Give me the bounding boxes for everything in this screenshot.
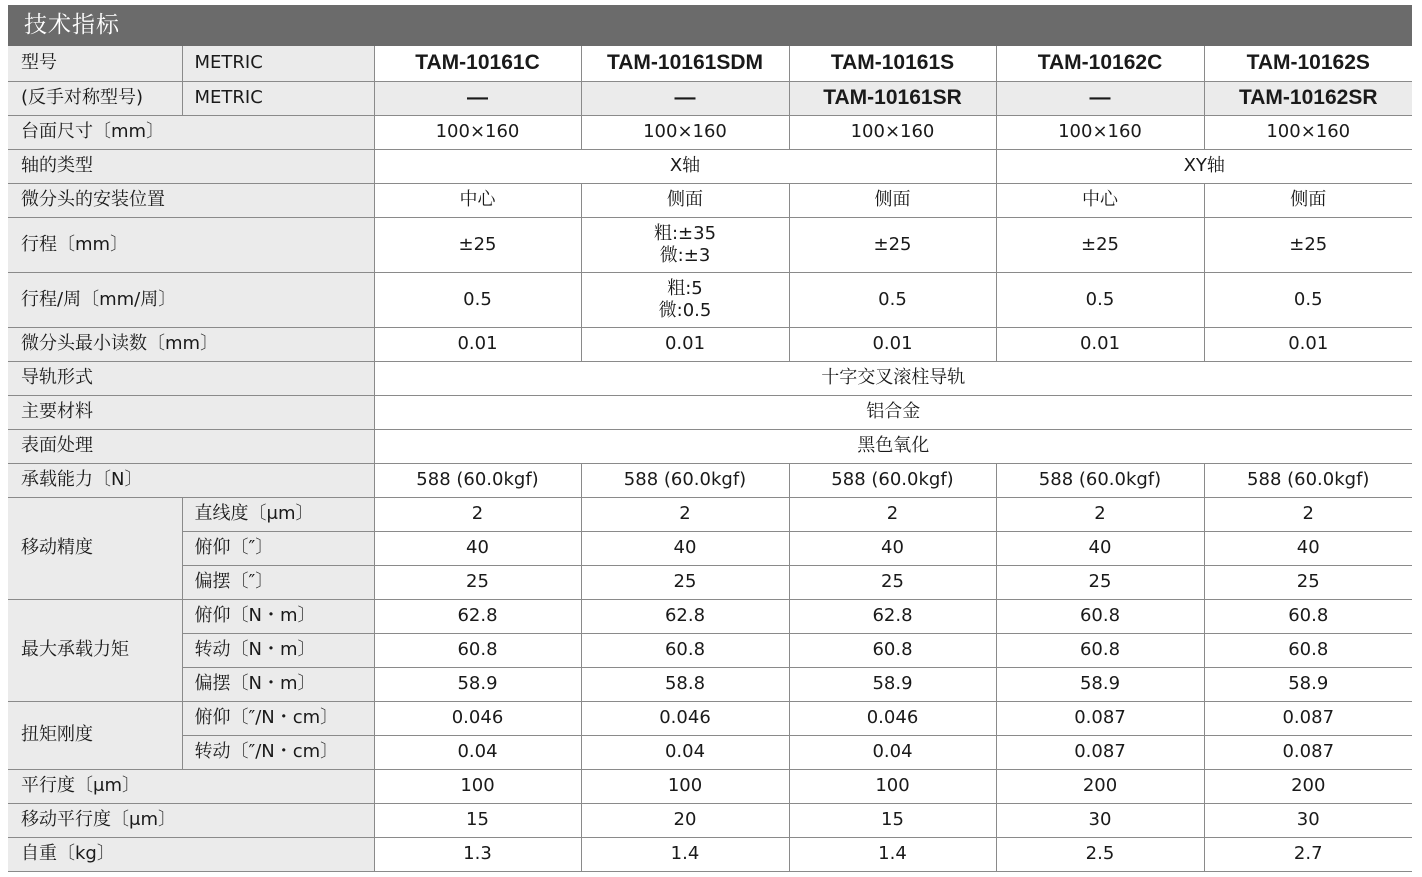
guide-value: 十字交叉滚柱导轨	[374, 361, 1412, 395]
value-cell: 62.8	[789, 599, 996, 633]
value-cell: 40	[374, 531, 581, 565]
row-label-material: 主要材料	[8, 395, 374, 429]
fine-value: 微:0.5	[658, 299, 712, 321]
value-cell: 0.04	[374, 735, 581, 769]
value-cell: 0.01	[374, 327, 581, 361]
value-cell: 2.7	[1204, 837, 1412, 871]
value-cell: 0.087	[1204, 735, 1412, 769]
mirror-model-cell: —	[996, 81, 1204, 115]
value-cell: 0.087	[1204, 701, 1412, 735]
table-row	[8, 599, 1412, 633]
model-cell: TAM-10162C	[996, 46, 1204, 81]
value-cell: 40	[581, 531, 789, 565]
table-row	[8, 183, 1412, 217]
value-cell: 2	[996, 497, 1204, 531]
value-cell: 2.5	[996, 837, 1204, 871]
sub-label-pitch-moment: 俯仰〔N・m〕	[182, 599, 374, 633]
value-cell: 25	[789, 565, 996, 599]
value-cell: 25	[1204, 565, 1412, 599]
value-cell: 58.9	[789, 667, 996, 701]
value-cell: 侧面	[581, 183, 789, 217]
group-label-motion-accuracy: 移动精度	[8, 497, 182, 599]
value-cell: 0.01	[789, 327, 996, 361]
sub-label-roll-moment: 转动〔N・m〕	[182, 633, 374, 667]
row-label-min-reading: 微分头最小读数〔mm〕	[8, 327, 374, 361]
row-label-table-size: 台面尺寸〔mm〕	[8, 115, 374, 149]
table-row	[8, 633, 1412, 667]
value-cell: 100	[581, 769, 789, 803]
value-cell: ±25	[996, 217, 1204, 272]
value-cell: 40	[1204, 531, 1412, 565]
value-cell: 588 (60.0kgf)	[789, 463, 996, 497]
value-cell-two-line	[581, 217, 789, 272]
value-cell: 中心	[996, 183, 1204, 217]
row-label-finish: 表面处理	[8, 429, 374, 463]
group-label-torsion-stiffness: 扭矩刚度	[8, 701, 182, 769]
table-row	[8, 497, 1412, 531]
row-label-motion-parallelism: 移动平行度〔μm〕	[8, 803, 374, 837]
sub-label-yaw-moment: 偏摆〔N・m〕	[182, 667, 374, 701]
material-value: 铝合金	[374, 395, 1412, 429]
value-cell: 0.046	[789, 701, 996, 735]
value-cell: 0.04	[581, 735, 789, 769]
value-cell: 58.8	[581, 667, 789, 701]
value-cell: 2	[374, 497, 581, 531]
value-cell: 0.087	[996, 735, 1204, 769]
sub-label-yaw-arcsec: 偏摆〔″〕	[182, 565, 374, 599]
table-row	[8, 46, 1412, 81]
table-row	[8, 667, 1412, 701]
value-cell: 0.04	[789, 735, 996, 769]
row-label-load: 承载能力〔N〕	[8, 463, 374, 497]
value-cell: 588 (60.0kgf)	[1204, 463, 1412, 497]
value-cell: 60.8	[374, 633, 581, 667]
value-cell: ±25	[789, 217, 996, 272]
value-cell: 100	[374, 769, 581, 803]
table-row	[8, 149, 1412, 183]
mirror-model-cell: —	[374, 81, 581, 115]
value-cell: 588 (60.0kgf)	[581, 463, 789, 497]
table-row	[8, 531, 1412, 565]
value-cell: 100	[789, 769, 996, 803]
value-cell: 200	[996, 769, 1204, 803]
value-cell: 1.4	[789, 837, 996, 871]
value-cell: 100×160	[789, 115, 996, 149]
value-cell: 30	[996, 803, 1204, 837]
value-cell: 588 (60.0kgf)	[374, 463, 581, 497]
axis-type-xy: XY轴	[996, 149, 1412, 183]
mirror-model-cell: TAM-10161SR	[789, 81, 996, 115]
table-row	[8, 327, 1412, 361]
table-row	[8, 81, 1412, 115]
model-cell: TAM-10162S	[1204, 46, 1412, 81]
value-cell: 0.5	[789, 272, 996, 327]
value-cell: 0.5	[996, 272, 1204, 327]
value-cell: 2	[581, 497, 789, 531]
row-label-weight: 自重〔kg〕	[8, 837, 374, 871]
coarse-value: 粗:5	[667, 277, 703, 299]
value-cell-two-line	[581, 272, 789, 327]
row-label-micrometer-pos: 微分头的安装位置	[8, 183, 374, 217]
table-row	[8, 395, 1412, 429]
metric-label: METRIC	[182, 46, 374, 81]
value-cell: 60.8	[789, 633, 996, 667]
value-cell: 62.8	[581, 599, 789, 633]
value-cell: 100×160	[581, 115, 789, 149]
section-title: 技术指标	[8, 5, 1412, 46]
row-label-guide: 导轨形式	[8, 361, 374, 395]
value-cell: 侧面	[1204, 183, 1412, 217]
spec-table	[8, 46, 1412, 872]
row-label-axis-type: 轴的类型	[8, 149, 374, 183]
coarse-value: 粗:±35	[653, 222, 717, 244]
table-row	[8, 429, 1412, 463]
sub-label-pitch-arcsec: 俯仰〔″〕	[182, 531, 374, 565]
value-cell: 588 (60.0kgf)	[996, 463, 1204, 497]
sub-label-pitch-stiffness: 俯仰〔″/N・cm〕	[182, 701, 374, 735]
value-cell: 0.01	[1204, 327, 1412, 361]
value-cell: 60.8	[581, 633, 789, 667]
value-cell: 60.8	[996, 599, 1204, 633]
table-row	[8, 217, 1412, 272]
table-row	[8, 272, 1412, 327]
value-cell: 0.01	[996, 327, 1204, 361]
value-cell: 2	[789, 497, 996, 531]
table-row	[8, 735, 1412, 769]
value-cell: 100×160	[996, 115, 1204, 149]
value-cell: 58.9	[374, 667, 581, 701]
model-cell: TAM-10161S	[789, 46, 996, 81]
value-cell: 1.3	[374, 837, 581, 871]
table-row	[8, 769, 1412, 803]
value-cell: 60.8	[996, 633, 1204, 667]
row-label-mirror: (反手对称型号)	[8, 81, 182, 115]
table-row	[8, 803, 1412, 837]
value-cell: 25	[996, 565, 1204, 599]
row-label-model: 型号	[8, 46, 182, 81]
table-row	[8, 115, 1412, 149]
row-label-travel-per-rev: 行程/周〔mm/周〕	[8, 272, 374, 327]
row-label-travel: 行程〔mm〕	[8, 217, 374, 272]
value-cell: 40	[996, 531, 1204, 565]
value-cell: 15	[789, 803, 996, 837]
table-row	[8, 565, 1412, 599]
value-cell: 2	[1204, 497, 1412, 531]
value-cell: 1.4	[581, 837, 789, 871]
value-cell: 0.046	[581, 701, 789, 735]
value-cell: 0.5	[374, 272, 581, 327]
value-cell: 100×160	[374, 115, 581, 149]
value-cell: 58.9	[1204, 667, 1412, 701]
value-cell: 20	[581, 803, 789, 837]
value-cell: 25	[581, 565, 789, 599]
value-cell: 60.8	[1204, 599, 1412, 633]
sub-label-straightness: 直线度〔μm〕	[182, 497, 374, 531]
mirror-model-cell: TAM-10162SR	[1204, 81, 1412, 115]
value-cell: 0.01	[581, 327, 789, 361]
value-cell: 中心	[374, 183, 581, 217]
table-row	[8, 837, 1412, 871]
value-cell: 30	[1204, 803, 1412, 837]
group-label-max-moment: 最大承载力矩	[8, 599, 182, 701]
value-cell: 62.8	[374, 599, 581, 633]
value-cell: 15	[374, 803, 581, 837]
value-cell: 100×160	[1204, 115, 1412, 149]
axis-type-x: X轴	[374, 149, 996, 183]
row-label-parallelism: 平行度〔μm〕	[8, 769, 374, 803]
value-cell: 0.087	[996, 701, 1204, 735]
table-row	[8, 463, 1412, 497]
value-cell: 58.9	[996, 667, 1204, 701]
value-cell: 40	[789, 531, 996, 565]
table-row	[8, 701, 1412, 735]
value-cell: 侧面	[789, 183, 996, 217]
value-cell: 0.046	[374, 701, 581, 735]
value-cell: 200	[1204, 769, 1412, 803]
table-row	[8, 361, 1412, 395]
finish-value: 黑色氧化	[374, 429, 1412, 463]
value-cell: ±25	[1204, 217, 1412, 272]
model-cell: TAM-10161C	[374, 46, 581, 81]
value-cell: ±25	[374, 217, 581, 272]
value-cell: 25	[374, 565, 581, 599]
metric-label: METRIC	[182, 81, 374, 115]
value-cell: 60.8	[1204, 633, 1412, 667]
sub-label-roll-stiffness: 转动〔″/N・cm〕	[182, 735, 374, 769]
model-cell: TAM-10161SDM	[581, 46, 789, 81]
mirror-model-cell: —	[581, 81, 789, 115]
fine-value: 微:±3	[659, 244, 711, 266]
value-cell: 0.5	[1204, 272, 1412, 327]
